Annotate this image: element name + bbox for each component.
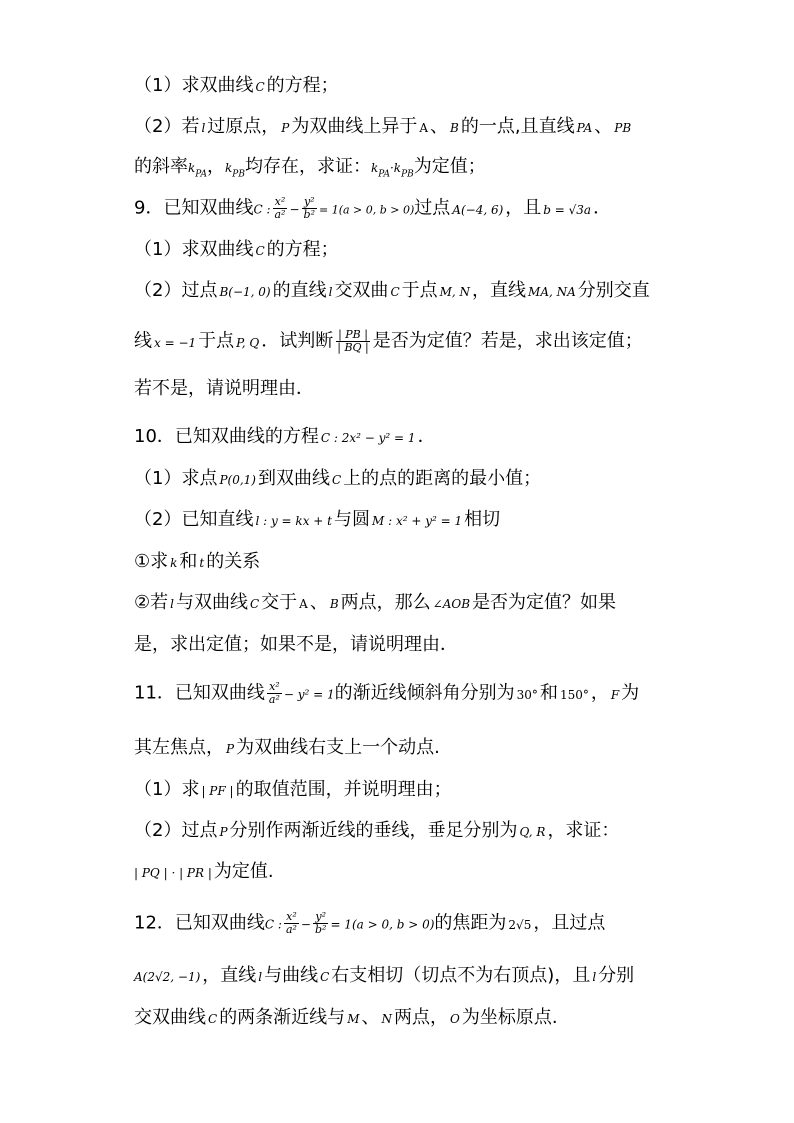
math: 30° — [516, 687, 538, 702]
text: 线 — [134, 330, 152, 352]
math: N — [381, 1012, 392, 1026]
math: 2√5 — [508, 917, 532, 932]
math: | PF | — [201, 784, 234, 798]
text: ． — [593, 197, 612, 219]
text: 的一点,且直线 — [460, 116, 575, 137]
text: 分别 — [598, 965, 635, 986]
q10-part2 — [134, 508, 794, 533]
denominator: b² — [303, 208, 315, 221]
q9-part2-line1 — [134, 279, 794, 304]
text: （2）过点 — [134, 280, 218, 301]
q9-stem — [134, 196, 794, 223]
text: 于点 — [198, 330, 235, 352]
math: P(0,1) — [219, 473, 256, 487]
text: 为定值； — [413, 156, 486, 177]
text: ，且 — [505, 197, 542, 219]
text: 两点， — [393, 1007, 448, 1028]
math: 150° — [559, 687, 589, 702]
math-k: k — [370, 161, 379, 175]
math: C — [249, 597, 260, 611]
text: （2）过点 — [134, 820, 218, 841]
math-dot-k: ·k — [389, 161, 402, 175]
text: 为定值. — [213, 861, 274, 882]
q11-stem-line2 — [134, 736, 794, 761]
text: 的两条渐近线与 — [219, 1007, 346, 1028]
text: 的方程； — [266, 75, 339, 96]
fraction — [335, 329, 371, 354]
text: 为双曲线右支上一个动点. — [236, 737, 440, 758]
question-number: 12．已知双曲线 — [134, 912, 265, 934]
q9-part2-line3 — [134, 377, 794, 401]
text: （2）已知直线 — [134, 509, 254, 530]
math: − — [300, 917, 311, 932]
text: 和 — [179, 551, 198, 572]
math-l: l — [201, 121, 206, 135]
math-sub: PB — [401, 169, 414, 180]
math: Q, R — [519, 825, 546, 839]
math: B(−1, 0) — [219, 285, 271, 299]
q10-sub2-line2 — [134, 633, 794, 657]
math: M, N — [439, 285, 471, 299]
text: 过原点， — [207, 116, 280, 137]
text: 的直线 — [272, 280, 327, 301]
text: 分别作两渐近线的垂线，垂足分别为 — [229, 820, 518, 841]
math: B — [329, 597, 339, 611]
text: 右支相切（切点不为右顶点)，且 — [331, 965, 591, 986]
math: C — [208, 1012, 218, 1026]
text: ，直线 — [472, 280, 527, 301]
text: 的关系 — [206, 551, 261, 572]
math: t — [199, 556, 205, 570]
math: M — [347, 1012, 360, 1026]
numerator: x² — [286, 910, 297, 923]
text: 是，求出定值；如果不是，请说明理由． — [134, 634, 458, 655]
denominator: b² — [314, 923, 327, 936]
denominator: | BQ | — [337, 341, 369, 354]
q11-part2-line2 — [134, 860, 794, 885]
math: P — [219, 825, 228, 839]
numerator: y² — [315, 910, 327, 923]
question-number: 11．已知双曲线 — [134, 682, 265, 704]
text: 与圆 — [333, 509, 370, 530]
math: x = −1 — [154, 335, 197, 350]
text: 与曲线 — [264, 965, 319, 986]
numerator: | PB | — [338, 328, 368, 341]
q10-sub1 — [134, 550, 794, 575]
math-k: k — [188, 161, 196, 175]
text: ， — [590, 682, 609, 704]
math-A: A — [419, 121, 429, 135]
math: l — [170, 597, 174, 611]
math: A — [299, 597, 308, 611]
math-C: C — [255, 244, 265, 258]
q11-part2-line1 — [134, 819, 794, 844]
text: 若不是，请说明理由． — [134, 378, 314, 399]
text: ． — [417, 426, 436, 447]
text: ， — [207, 156, 226, 177]
math: C — [320, 970, 330, 984]
math-C: C — [255, 80, 265, 94]
text: 与双曲线 — [175, 592, 248, 613]
math: − y² = 1 — [283, 687, 335, 702]
fraction — [313, 911, 328, 936]
text: ①求 — [134, 551, 169, 572]
text: 、 — [361, 1007, 380, 1028]
text: 、 — [309, 592, 328, 613]
math: C — [390, 285, 400, 299]
numerator: x² — [269, 680, 280, 693]
text: 的方程； — [266, 239, 339, 260]
math: A(2√2, −1) — [134, 970, 201, 984]
denominator: a² — [285, 923, 297, 936]
q11-stem-line1 — [134, 681, 794, 707]
denominator: a² — [274, 208, 286, 221]
math-sub: PA — [195, 169, 208, 180]
text: 均存在，求证： — [244, 156, 371, 177]
math: = 1(a > 0, b > 0) — [330, 917, 435, 932]
math: MA, NA — [528, 285, 576, 299]
text: 其左焦点， — [134, 737, 224, 758]
math-PB: PB — [614, 121, 632, 135]
denominator: a² — [268, 693, 280, 706]
q8-part2-line2 — [134, 155, 794, 187]
q10-part1 — [134, 467, 794, 492]
math: A(−4, 6) — [452, 202, 504, 217]
text: 交双曲线 — [134, 1007, 206, 1028]
text: （1）求双曲线 — [134, 239, 254, 260]
math: l — [328, 285, 333, 299]
text: （1）求 — [134, 779, 200, 800]
text: 和 — [539, 682, 558, 704]
math: P, Q — [236, 335, 260, 350]
text: 相切 — [464, 509, 501, 530]
fraction — [267, 681, 282, 706]
math: F — [610, 687, 620, 702]
fraction — [302, 196, 317, 221]
text: 上的点的距离的最小值； — [343, 468, 542, 489]
q12-stem-line3 — [134, 1006, 794, 1031]
q8-part2-line1 — [134, 115, 794, 140]
math-sub: PB — [232, 169, 245, 180]
math-B: B — [450, 121, 459, 135]
math: P — [226, 742, 235, 756]
text: 的取值范围，并说明理由； — [235, 779, 452, 800]
text: 两点，那么 — [340, 592, 431, 613]
q12-stem-line1 — [134, 911, 794, 937]
q9-part1 — [134, 238, 794, 263]
math-P: P — [281, 121, 290, 135]
q10-stem — [134, 425, 794, 450]
math: − — [289, 202, 300, 217]
q10-sub2-line1 — [134, 591, 794, 616]
math: C : — [253, 202, 271, 217]
text: 是否为定值？若是，求出该定值； — [372, 330, 643, 352]
q11-part1 — [134, 778, 794, 803]
text: ，求证： — [547, 820, 620, 841]
math: O — [449, 1012, 460, 1026]
math: b = √3a — [543, 202, 592, 217]
q12-stem-line2 — [134, 964, 794, 989]
text: 于点 — [401, 280, 438, 301]
text: （1）求双曲线 — [134, 75, 254, 96]
text: 是否为定值？如果 — [472, 592, 617, 613]
text: 过点 — [414, 197, 451, 219]
text: 的焦距为 — [434, 912, 507, 934]
text: ．试判断 — [261, 330, 334, 352]
text: 为双曲线上异于 — [291, 116, 418, 137]
math: C : 2x² − y² = 1 — [320, 431, 416, 445]
text: 为坐标原点. — [461, 1007, 558, 1028]
math: M : x² + y² = 1 — [371, 514, 463, 528]
text: 的渐近线倾斜角分别为 — [334, 682, 515, 704]
math: C : — [264, 917, 282, 932]
numerator: y² — [303, 195, 315, 208]
math: l : y = kx + t — [255, 514, 332, 528]
math: | PQ | · | PR | — [134, 866, 212, 880]
text: （1）求点 — [134, 468, 218, 489]
math: = 1(a > 0, b > 0) — [318, 203, 415, 217]
text: 到双曲线 — [257, 468, 330, 489]
math: ∠AOB — [432, 597, 471, 611]
math-k: k — [225, 161, 233, 175]
question-number: 9．已知双曲线 — [134, 197, 254, 219]
math: C — [331, 473, 342, 487]
math-PA: PA — [576, 121, 593, 135]
text: ，且过点 — [533, 912, 606, 934]
math: l — [592, 970, 597, 984]
math: k — [170, 556, 178, 570]
text: （2）若 — [134, 116, 200, 137]
text: 、 — [594, 116, 613, 137]
math-sub: PA — [378, 169, 390, 180]
text: 的斜率 — [134, 156, 188, 177]
text: ，直线 — [202, 965, 257, 986]
text: 分别交直 — [577, 280, 650, 301]
question-number: 10．已知双曲线的方程 — [134, 426, 319, 447]
fraction — [273, 196, 288, 221]
text: 、 — [430, 116, 449, 137]
q8-part1 — [134, 74, 794, 99]
q9-part2-line2 — [134, 329, 794, 355]
math: l — [258, 970, 263, 984]
text: 交双曲 — [334, 280, 389, 301]
text: 交于 — [261, 592, 298, 613]
text: ②若 — [134, 592, 169, 613]
numerator: x² — [274, 195, 286, 208]
text: 为 — [621, 682, 640, 704]
fraction — [284, 911, 299, 936]
